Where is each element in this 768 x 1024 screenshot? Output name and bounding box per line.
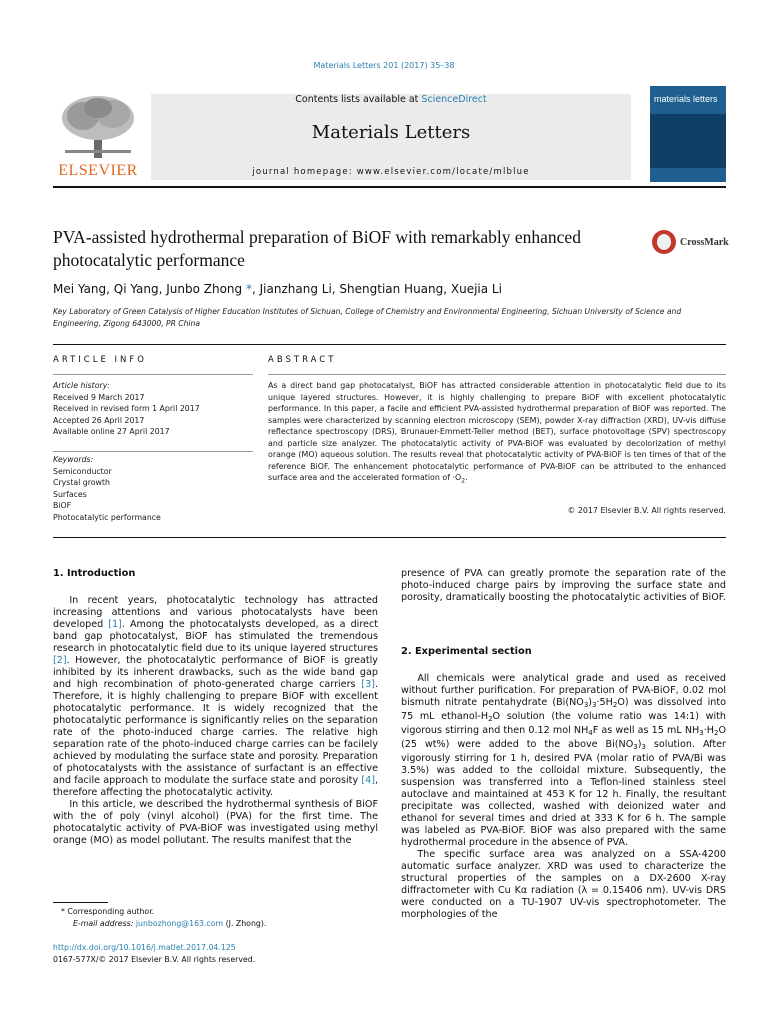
- journal-title: Materials Letters: [311, 122, 471, 143]
- intro-continued: [401, 568, 726, 604]
- doi-block: [53, 942, 255, 965]
- doi-link[interactable]: http://dx.doi.org/10.1016/j.matlet.2017.04.125: [53, 943, 236, 952]
- section-rule: [53, 344, 726, 345]
- cover-title: materials letters: [654, 94, 718, 104]
- intro-body: [53, 595, 378, 847]
- contents-line: [151, 94, 631, 105]
- history-label: Article history:: [53, 381, 110, 390]
- experimental-paragraph-1: All chemicals were analytical grade and used as received without further purification. For preparation of PVA-BiOF, 0.02 mol bismuth nitrate pentahydrate $(Bi(NO_3)_3\cdot 5H_2O)$ was dissolved into 75 mL ethanol-$H_2O$ solution (the volume ratio was 14:1) with vigorous stirring and then 0.12 mol $NH_4F$ as well as 15 mL $NH_3\cdot H_2O$ (25 wt%) were added to the above $Bi(NO_3)_3$ solution. After vigorously stirring for 1 h, desired PVA (molar ratio of PVA/Bi was 3.5%) was added to the colloidal mixture. Subsequently, the suspension was transferred into a Teflon-lined stainless steel autoclave and maintained at 453 K for 12 h. Finally, the resultant precipitate was collected, washed with deionized water and ethanol for several times and dried at 333 K for 6 h. The sample was labeled as PVA-BiOF. BiOF was also prepared with the same hydrothermal procedure in the absence of PVA.: [401, 673, 726, 848]
- keywords: [53, 454, 253, 523]
- history-item: Available online 27 April 2017: [53, 427, 170, 436]
- article-history: [53, 380, 253, 438]
- author-email-link[interactable]: junbozhong@163.com: [135, 918, 224, 928]
- footnote-marker: *: [61, 907, 65, 916]
- contents-text: Contents lists available at: [295, 94, 422, 105]
- crossmark-badge[interactable]: [652, 230, 729, 258]
- abstract-text: As a direct band gap photocatalyst, BiOF has attracted considerable attention in photocatalytic field due to its unique layered structures. However, it is highly challenging to prepare BiOF with excellent photocatalytic performance. In this paper, a facile and efficient PVA-assisted hydrothermal preparation of BiOF was reported. The samples were characterized by scanning electron microscopy (SEM), powder X-ray diffraction (XRD), UV-vis diffuse reflectance spectroscopy (DRS), Brunauer-Emmett-Teller method (BET), surface photovoltage (SPV) spectroscopy and particle size analyzer. The photocatalytic activity of PVA-BiOF was evaluated by decolorization of methyl orange (MO) aqueous solution. The results reveal that photocatalytic activity of PVA-BiOF is ten times of that of the reference BiOF. The enhancement photocatalytic performance of PVA-BiOF can be attributed to the enhanced surface area and the accelerated formation of $\cdot O_2$.: [268, 381, 726, 485]
- footnote-rule: [53, 902, 108, 903]
- experimental-paragraph-2: The specific surface area was analyzed on a SSA-4200 automatic surface analyzer. XRD was used to characterize the structural properties of the samples on a DX-2600 X-ray diffractometer with Cu Kα radiation (λ = 0.15406 nm). UV-vis DRS were conducted on a TU-1907 UV-vis spectrophotometer. The morphologies of the: [401, 849, 726, 920]
- crossmark-icon: [652, 230, 676, 254]
- cover-image: [650, 114, 726, 168]
- article-info-heading: ARTICLE INFO: [53, 355, 147, 365]
- journal-citation: Materials Letters 201 (2017) 35–38: [313, 61, 455, 70]
- crossmark-label: CrossMark: [680, 237, 729, 248]
- article-info-rule: [53, 374, 253, 375]
- sciencedirect-link[interactable]: ScienceDirect: [421, 94, 487, 105]
- footnote: * Corresponding author. E-mail address: junbozhong@163.com (J. Zhong).: [61, 907, 267, 928]
- article-title: PVA-assisted hydrothermal preparation of BiOF with remarkably enhanced photocatalytic performance: [53, 227, 581, 270]
- abstract-bottom-rule: [53, 537, 726, 538]
- authors-part-1: Mei Yang, Qi Yang, Junbo Zhong: [53, 282, 243, 296]
- keywords-label: Keywords:: [53, 455, 94, 464]
- tree-logo-icon: [53, 94, 143, 160]
- affiliation: Key Laboratory of Green Catalysis of Higher Education Institutes of Sichuan, College of Chemistry and Environmental Engineering, Sichuan University of Science and Engineering, Zigong 643000, PR China: [53, 307, 682, 328]
- reference-link[interactable]: [4]: [361, 775, 375, 786]
- corresponding-author-marker[interactable]: *: [242, 282, 252, 296]
- abstract-heading: ABSTRACT: [268, 355, 337, 365]
- keywords-rule: [53, 451, 253, 452]
- header-rule: [53, 186, 726, 188]
- experimental-heading: 2. Experimental section: [401, 646, 532, 657]
- keyword: Crystal growth: [53, 478, 110, 487]
- author-list: [53, 282, 502, 296]
- experimental-body: [401, 673, 726, 921]
- intro-paragraph-2: In this article, we described the hydrothermal synthesis of BiOF with the of poly (vinyl alcohol) (PVA) for the first time. The photocatalytic activity of PVA-BiOF was investigated using methyl orange (MO) as model pollutant. The results manifest that the: [53, 799, 378, 846]
- intro-paragraph-3: presence of PVA can greatly promote the separation rate of the photo-induced charge pairs by improving the surface state and porosity, dramatically boosting the photocatalytic activities of BiOF.: [401, 568, 726, 603]
- journal-homepage[interactable]: journal homepage: www.elsevier.com/locate/mlblue: [252, 167, 530, 177]
- abstract-rule: [268, 374, 726, 375]
- history-item: Received 9 March 2017: [53, 392, 145, 402]
- intro-paragraph-1: In recent years, photocatalytic technology has attracted increasing attentions and various photocatalysts have been developed [1]. Among the photocatalysts developed, as a direct band gap photocatalyst, BiOF has stimulated the tremendous research in photocatalytic field due to its unique layered structures [2]. However, the photocatalytic performance of BiOF is greatly inhibited by its inherent drawbacks, such as the wide band gap and high recombination of photo-generated charge carriers [3]. Therefore, it is highly challenging to prepare BiOF with excellent photocatalytic performance. It is widely recognized that the photocatalytic performance is significantly relies on the separation rate of the photo-induced charge carries. The relative high separation rate of the photo-induced charge carries can be facilely achieved by modulating the surface state and porosity. Preparation of photocatalysts with the assistance of surfactant is an effective and facile approach to modulate the surface state and porosity [4], therefore affecting the photocatalytic activity.: [53, 595, 378, 798]
- keyword: BiOF: [53, 501, 72, 510]
- elsevier-logo: [53, 94, 143, 182]
- keyword: Semiconductor: [53, 466, 112, 476]
- history-item: Accepted 26 April 2017: [53, 415, 145, 425]
- reference-link[interactable]: [3]: [361, 679, 375, 690]
- journal-cover: [650, 86, 726, 182]
- elsevier-wordmark: ELSEVIER: [58, 162, 138, 179]
- keyword: Photocatalytic performance: [53, 512, 161, 522]
- reference-link[interactable]: [1]: [108, 619, 122, 630]
- copyright: © 2017 Elsevier B.V. All rights reserved.: [567, 506, 726, 515]
- reference-link[interactable]: [2]: [53, 655, 67, 666]
- history-item: Received in revised form 1 April 2017: [53, 404, 200, 413]
- keyword: Surfaces: [53, 489, 87, 499]
- journal-header: [151, 94, 631, 180]
- authors-part-2: , Jianzhang Li, Shengtian Huang, Xuejia Li: [252, 282, 502, 296]
- issn-line: 0167-577X/© 2017 Elsevier B.V. All rights reserved.: [53, 954, 256, 964]
- intro-heading: 1. Introduction: [53, 568, 136, 579]
